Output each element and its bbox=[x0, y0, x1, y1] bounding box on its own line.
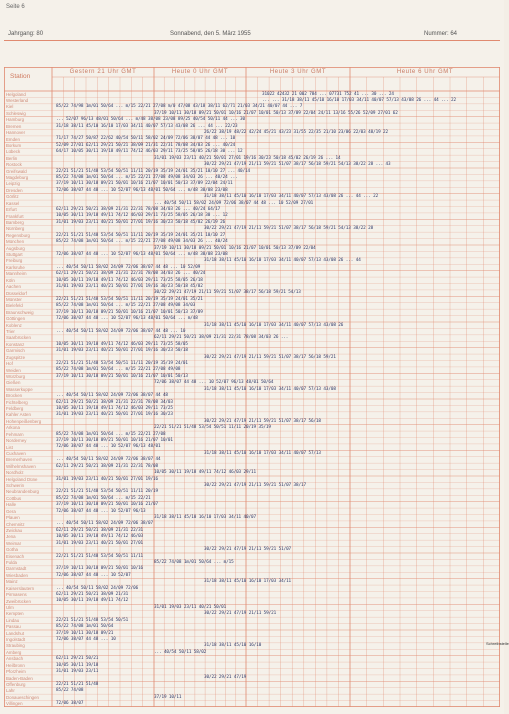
observation-row: 37/19 10/11 30/18 09/21 50/01 10/16 21/07 10/01 50/13 37/09 22/04 24/11 13/16 55/26 52/09 27/01 62 bbox=[154, 110, 398, 116]
observation-row: 10/05 30/11 19/18 49/11 74/12 46/03 29/11 73/25 58/05 26/18 bbox=[56, 277, 203, 283]
station-column-label: Station bbox=[10, 73, 31, 80]
observation-row: 85/22 74/08 1m/01 50/64 bbox=[56, 624, 114, 630]
observation-row: 22/21 51/21 51/48 53/54 50/51 bbox=[56, 617, 129, 623]
station-name: Hamburg bbox=[6, 117, 25, 123]
observation-row: 30/22 29/21 47/19 21/11 59/21 51/07 38/17 bbox=[204, 482, 306, 488]
observation-row: 22/21 51/21 51/48 53/54 50/51 11/11 20/19 35/19 24/01 35/21 bbox=[56, 296, 203, 302]
observation-row: 30/22 29/21 47/19 21/11 59/21 51/07 38/17 56/18 59/21 bbox=[204, 354, 336, 360]
observation-table bbox=[4, 67, 509, 707]
observation-row: 72/06 38/07 bbox=[56, 701, 84, 707]
station-name: Berlin bbox=[6, 155, 18, 161]
observation-row: 62/11 29/21 50/21 38/09 21/31 22/31 78/08 bbox=[56, 463, 158, 469]
observation-row: 31/01 19/03 23/11 40/21 50/01 27/01 19/16 30/23 bbox=[56, 412, 173, 418]
station-name: Karlsruhe bbox=[6, 264, 25, 270]
station-name: Jena bbox=[6, 534, 16, 540]
station-name: Hannover bbox=[6, 130, 26, 136]
station-name: Göttingen bbox=[6, 316, 26, 322]
observation-row: 72/06 38/07 44 48 ... 10 52/07 bbox=[56, 572, 131, 578]
observation-row: ... 52/07 96/13 48/01 50/64 ... m/48 38/08 23/08 89/25 40/54 50/11 44 ... 30 bbox=[56, 117, 246, 123]
station-name: Ansbach bbox=[6, 656, 24, 662]
observation-row: 72/06 38/07 44 48 ... 10 bbox=[56, 636, 116, 642]
observation-row: 72/06 38/07 44 48 ... 10 52/07 96/13 48/01 50/64 ... m/48 38/08 23/08 bbox=[56, 251, 228, 257]
station-name: Brocken bbox=[6, 393, 23, 399]
station-name: Regensburg bbox=[6, 232, 30, 238]
station-name: Mainz bbox=[6, 579, 18, 585]
observation-row: 85/22 74/08 1m/01 50/64 ... m/15 22/21 27/08 49/08 bbox=[56, 367, 181, 373]
observation-row: 37/19 10/11 30/18 09/21 50/01 10/16 21/07 10/01 50/13 37/09 22/04 24/11 bbox=[56, 181, 233, 187]
observation-row: 31/01 19/03 23/11 40/21 50/01 27/01 bbox=[56, 540, 144, 546]
observation-row: 31/18 38/11 45/10 16/10 17/03 34/11 40/07 57/13 43/08 26 bbox=[204, 322, 344, 328]
observation-row: 72/06 38/07 44 48 ... 10 52/07 96/13 48/01 50/64 bbox=[154, 380, 274, 386]
observation-row: 31/18 38/11 45/10 16/10 17/03 34/11 40/07 bbox=[154, 515, 256, 520]
observation-row: 37/19 10/11 30/18 09/21 bbox=[56, 630, 114, 636]
observation-row: 85/22 74/08 1m/01 50/64 ... m/15 22/21 27/08 49/08 34/03 26 ... 40/24 ... bbox=[56, 174, 238, 180]
station-name: Bremen bbox=[6, 123, 22, 129]
observation-row: 10/05 30/11 19/18 49/11 74/12 46/03 29/11 73/25 58/05 26/18 30 ... 12 bbox=[56, 213, 228, 219]
observation-row: 37/19 10/11 30/18 09/21 50/01 10/16 21/07 10/01 bbox=[56, 438, 173, 443]
station-name: Freiburg bbox=[6, 258, 23, 264]
observation-row: 62/11 29/21 50/21 bbox=[56, 656, 99, 662]
observation-row: ... 40/54 50/11 58/02 24/09 72/06 38/07 44 48 bbox=[56, 393, 168, 399]
station-name: Garmisch bbox=[6, 348, 25, 354]
station-name: Düsseldorf bbox=[6, 290, 27, 296]
station-name: Würzburg bbox=[6, 373, 26, 379]
station-name: Baden-Baden bbox=[6, 675, 33, 681]
observation-row: 31/18 38/11 45/10 16/10 17/03 34/11 40/07 57/13 43/08 26 ... 44 ... 22/23 bbox=[56, 123, 238, 129]
observation-row: 72/06 38/07 44 48 ... 10 52/07 96/13 48/01 bbox=[56, 444, 161, 450]
observation-row: 85/22 74/08 1m/01 50/64 ... m/15 22/21 27/08 bbox=[56, 431, 166, 437]
station-name: Villingen bbox=[6, 701, 23, 707]
station-name: Cottbus bbox=[6, 495, 22, 501]
observation-row: 85/22 74/08 1m/01 50/64 ... m/15 22/21 27/08 49/08 34/03 26 ... 40/24 bbox=[56, 239, 228, 245]
station-name: Kiel bbox=[6, 104, 14, 110]
station-name: Pirmasens bbox=[6, 592, 27, 598]
station-name: Heilbronn bbox=[6, 662, 25, 668]
observation-row: 10/05 30/11 19/18 49/11 74/12 46/03 29/11 73/25 bbox=[56, 405, 173, 411]
observation-row: ... 40/54 50/11 58/02 24/09 72/06 38/07 bbox=[56, 521, 153, 527]
station-name: Donaueschingen bbox=[6, 694, 39, 700]
station-name: Dresden bbox=[6, 187, 23, 193]
station-name: Braunschweig bbox=[6, 309, 34, 315]
group-header-2: Heute 3 Uhr GMT bbox=[269, 69, 327, 75]
station-name: Ulm bbox=[6, 604, 14, 610]
observation-row: 22/21 51/21 51/48 53/54 50/51 11/11 20/19 35/19 bbox=[154, 425, 271, 431]
station-name: Plauen bbox=[6, 515, 20, 521]
observation-row: 62/11 29/21 50/21 38/09 21/31 22/31 78/08 34/03 bbox=[56, 399, 173, 405]
observation-row: 37/19 10/11 30/18 09/21 50/01 10/16 21/07 10/01 50/13 37/09 bbox=[56, 309, 203, 315]
station-name: Kahler Asten bbox=[6, 412, 31, 418]
observation-row: 62/11 29/21 50/21 38/09 21/31 22/31 bbox=[56, 527, 144, 533]
observation-row: 62/11 29/21 50/21 38/09 21/31 22/31 78/08 34/03 26 ... 40/24 64/17 bbox=[56, 207, 221, 212]
station-name: München bbox=[6, 239, 25, 245]
observation-row: 31/01 19/03 23/11 bbox=[56, 669, 99, 674]
station-name: Trier bbox=[6, 329, 15, 335]
station-name: Amberg bbox=[6, 649, 22, 655]
station-name: Zwickau bbox=[6, 527, 23, 533]
date-label: Sonnabend, den 5. März 1955 bbox=[170, 31, 251, 37]
observation-row: 37/19 10/11 30/18 09/21 50/01 10/16 21/07 bbox=[56, 502, 158, 508]
observation-row: 31/18 38/11 45/10 16/10 17/03 34/11 40/07 57/13 43/08 bbox=[204, 386, 336, 392]
observation-row: 10/05 30/11 19/18 49/11 74/12 46/03 bbox=[56, 534, 144, 540]
station-name: Hohenpeißenberg bbox=[6, 418, 42, 424]
station-name: Frankfurt bbox=[6, 213, 24, 219]
station-name: Nürnberg bbox=[6, 226, 25, 232]
station-name: Weimar bbox=[6, 540, 22, 546]
observation-row: 22/21 51/21 51/48 53/54 50/51 11/11 20/19 bbox=[56, 489, 158, 495]
observation-row: 85/22 74/08 1m/01 50/64 ... m/15 22/21 bbox=[56, 495, 151, 501]
group-header-3: Heute 6 Uhr GMT bbox=[396, 69, 454, 75]
station-name: Lindau bbox=[6, 617, 20, 623]
station-name: Helgoland Düne bbox=[6, 476, 38, 482]
station-name: Hof bbox=[6, 361, 13, 367]
observation-row: 31/01 19/03 23/11 40/21 50/01 27/01 19/16 30/23 50/18 45/02 bbox=[56, 284, 203, 289]
margin-note: Schreibstelle bbox=[486, 641, 509, 646]
station-name: Mannheim bbox=[6, 271, 27, 277]
observation-row: 30/22 29/21 47/19 21/11 59/21 51/07 38/17 56/18 59/21 54/13 bbox=[154, 290, 301, 296]
station-name: Nordholz bbox=[6, 470, 24, 476]
observation-row: 31/18 38/11 45/10 16/10 17/03 34/11 bbox=[204, 579, 292, 585]
station-name: Greifswald bbox=[6, 168, 27, 174]
station-name: Fulda bbox=[6, 560, 17, 566]
station-name: Norderney bbox=[6, 438, 27, 444]
observation-row: 10/05 30/11 19/18 49/11 74/12 46/03 29/11 73/25 58/05 bbox=[56, 341, 188, 347]
station-name: Leipzig bbox=[6, 181, 20, 187]
station-name: Fichtelberg bbox=[6, 399, 28, 405]
observation-row: 31/01 19/03 23/11 40/21 50/01 27/01 19/16 30/23 50/18 45/02 26/19 26 ... 14 bbox=[154, 155, 341, 161]
observation-row: 85/22 74/08 1m/01 50/64 ... m/15 bbox=[154, 559, 234, 565]
observation-row: 85/22 74/08 bbox=[56, 688, 84, 694]
observation-row: ... 40/54 50/11 58/02 24/09 72/06 38/07 44 48 ... 10 bbox=[56, 328, 186, 334]
station-name: List bbox=[6, 444, 13, 450]
observation-row: 10/05 30/11 19/18 49/11 74/12 46/03 29/11 bbox=[154, 470, 256, 476]
station-name: Kassel bbox=[6, 200, 20, 206]
station-name: Zweibrücken bbox=[6, 598, 31, 604]
observation-row: ... 40/54 50/11 58/02 24/09 72/06 bbox=[56, 585, 139, 591]
station-name: Lahr bbox=[6, 688, 15, 694]
observation-row: 62/11 29/21 50/21 38/09 21/31 22/31 78/08 34/03 26 ... 40/24 bbox=[56, 271, 206, 277]
station-name: Magdeburg bbox=[6, 175, 29, 181]
observation-row: ... 40/54 50/11 58/02 24/09 72/06 38/07 44 48 ... 10 52/09 27/01 bbox=[154, 200, 314, 206]
observation-row: ... 40/54 50/11 58/02 24/09 72/06 38/07 44 bbox=[56, 457, 161, 463]
station-name: Konstanz bbox=[6, 341, 25, 347]
station-name: Weiden bbox=[6, 367, 21, 373]
observation-row: 37/19 10/11 30/18 09/21 50/01 10/16 21/07 10/01 50/13 37/09 22/04 bbox=[154, 245, 316, 251]
station-name: Wilhelmshaven bbox=[6, 463, 36, 469]
observation-row: 31/01 19/03 23/11 40/21 50/01 27/01 19/16 30/23 50/18 bbox=[56, 348, 188, 354]
station-name: Chemnitz bbox=[6, 521, 25, 527]
station-name: Münster bbox=[6, 296, 22, 302]
station-name: Ingolstadt bbox=[6, 637, 26, 643]
station-name: Wiesbaden bbox=[6, 572, 28, 578]
station-name: Helgoland bbox=[6, 91, 26, 97]
station-name: Arkona bbox=[6, 425, 20, 431]
station-name: Neubrandenburg bbox=[6, 489, 39, 495]
observation-row: 30/22 29/21 47/19 21/11 59/21 51/07 bbox=[204, 547, 292, 553]
observation-row: 30/22 29/21 47/19 21/11 59/21 51/07 38/17 56/18 bbox=[204, 418, 321, 424]
observation-row: 31/18 38/11 45/10 16/10 bbox=[204, 643, 262, 649]
station-name: Aachen bbox=[6, 284, 21, 290]
observation-row: 30/22 29/21 47/19 21/11 59/21 bbox=[204, 611, 277, 617]
station-name: Pforzheim bbox=[6, 669, 26, 675]
observation-row: ... 40/54 50/11 58/02 24/09 72/06 38/07 44 48 ... 10 52/09 bbox=[56, 264, 201, 270]
station-name: Eisenach bbox=[6, 553, 25, 559]
station-name: Schwerin bbox=[6, 483, 25, 489]
observation-row: 72/06 38/07 44 48 ... 10 52/07 96/13 bbox=[56, 508, 146, 514]
observation-row: ... 40/54 50/11 58/02 bbox=[154, 649, 207, 655]
observation-row: 22/21 51/21 51/48 53/54 50/51 11/11 bbox=[56, 553, 144, 559]
observation-row: 64/17 10/05 30/11 19/18 49/11 74/12 46/03 29/11 73/25 58/05 26/18 30 ... 12 bbox=[56, 149, 243, 155]
observation-row: 31/01 19/03 23/11 40/21 50/01 bbox=[154, 604, 227, 610]
observation-row: 22/21 51/21 51/48 53/54 50/51 11/11 20/19 35/19 24/01 bbox=[56, 361, 188, 366]
station-name: Fehmarn bbox=[6, 431, 24, 437]
station-name: Erfurt bbox=[6, 207, 17, 213]
observation-row: 30/22 29/21 47/19 bbox=[204, 675, 247, 681]
observation-row: 85/22 74/98 1m/01 50/64 ... m/15 22/21 27/08 m/0 47/08 43/18 38/11 62/71 21/03 34/21 40/07 44 ... 7 bbox=[56, 104, 303, 110]
station-name: Feldberg bbox=[6, 406, 24, 412]
observation-row: ... ... 31/18 38/11 45/10 16/10 17/03 34/11 40/07 57/13 43/08 26 ... 44 ... 22 bbox=[262, 97, 456, 103]
station-name: Offenburg bbox=[6, 681, 26, 687]
observation-row: 31/18 38/11 45/10 16/10 17/03 34/11 40/07 57/13 43/08 26 ... 44 bbox=[204, 258, 361, 264]
observation-row: 31/01 19/03 23/11 40/21 50/01 27/01 19/16 30/23 50/18 45/02 26/19 26 bbox=[56, 219, 226, 225]
group-header-0: Gestern 21 Uhr GMT bbox=[69, 69, 137, 75]
observation-row: 85/22 74/08 1m/01 50/64 ... m/15 22/21 27/08 49/08 34/03 bbox=[56, 303, 196, 309]
station-name: Gera bbox=[6, 508, 16, 514]
station-name: Halle bbox=[6, 502, 17, 508]
observation-row: 22/21 51/21 51/48 53/54 50/51 11/11 20/19 35/19 24/01 35/21 10/10 27 bbox=[56, 232, 226, 238]
station-name: Cuxhaven bbox=[6, 450, 26, 456]
observation-row: 31/18 38/11 45/10 16/10 17/03 34/11 40/07 57/13 43/08 26 ... 44 ... 22 bbox=[204, 194, 379, 200]
station-name: Koblenz bbox=[6, 322, 22, 328]
observation-row: 71/17 74/27 50/87 22/62 40/54 50/11 58/02 24/09 72/06 38/07 44 48 ... 10 bbox=[56, 136, 236, 142]
station-name: Schleswig bbox=[6, 110, 26, 116]
station-name: Stuttgart bbox=[6, 252, 23, 258]
observation-row: 72/06 38/07 44 48 ... 10 52/07 96/13 48/01 50/64 ... m/48 bbox=[56, 316, 198, 322]
observation-row: 31/01 19/03 23/11 40/21 50/01 27/01 19/16 bbox=[56, 476, 158, 482]
issue-number: Nummer: 64 bbox=[424, 31, 458, 37]
station-name: Borkum bbox=[6, 142, 22, 148]
observation-row: 31022 42432 21 002 784 ... 07731 752 41 ... 30 ... 24 bbox=[262, 91, 394, 97]
station-name: Gotha bbox=[6, 547, 18, 553]
station-name: Augsburg bbox=[6, 245, 25, 251]
observation-row: 10/05 30/11 19/18 49/11 74/12 bbox=[56, 598, 129, 604]
observation-row: 52/09 27/01 62/11 29/21 50/21 38/09 21/31 22/31 78/08 34/03 26 ... 40/24 bbox=[56, 142, 236, 148]
station-name: Köln bbox=[6, 277, 15, 283]
header-rule bbox=[4, 40, 500, 41]
station-name: Westerland bbox=[6, 98, 29, 104]
observation-row: 62/11 29/21 50/21 38/09 21/31 22/31 78/08 34/03 26 ... bbox=[154, 335, 289, 341]
observation-row: 72/06 38/07 44 48 ... 10 52/07 96/13 48/01 50/64 ... m/48 38/08 23/08 bbox=[56, 187, 228, 193]
page-number: Seite 6 bbox=[6, 4, 25, 10]
station-name: Rostock bbox=[6, 162, 22, 168]
observation-row: 22/21 51/21 51/48 bbox=[56, 681, 99, 687]
station-name: Wasserkuppe bbox=[6, 386, 33, 392]
observation-row: 37/19 10/11 30/18 09/21 50/01 10/16 21/07 10/01 50/13 bbox=[56, 373, 188, 379]
observation-row: 30/22 29/21 47/19 21/11 59/21 51/07 38/17 56/18 59/21 54/13 38/22 28 ... 43 bbox=[204, 162, 391, 168]
observation-row: 31/18 38/11 45/10 16/10 17/03 34/11 40/07 57/13 bbox=[204, 450, 321, 456]
station-name: Emden bbox=[6, 136, 20, 142]
station-name: Landshut bbox=[6, 630, 25, 636]
station-name: Bamberg bbox=[6, 219, 24, 225]
observation-row: 30/22 29/21 47/19 21/11 59/21 51/07 38/17 56/18 59/21 54/13 38/22 28 bbox=[204, 226, 374, 232]
station-name: Kempten bbox=[6, 611, 24, 617]
observation-row: 37/19 10/11 bbox=[154, 694, 182, 700]
station-name: Bremerhaven bbox=[6, 457, 33, 463]
group-header-1: Heute 0 Uhr GMT bbox=[171, 69, 229, 75]
station-name: Bielefeld bbox=[6, 303, 23, 309]
observation-row: 26/22 38/19 48/22 42/24 45/21 43/23 31/55 22/35 21/10 23/06 22/03 48/19 22 bbox=[204, 130, 389, 135]
station-name: Zugspitze bbox=[6, 354, 26, 360]
station-name: Straubing bbox=[6, 643, 25, 649]
observation-row: 22/21 51/21 51/48 53/54 50/51 11/11 20/19 35/19 24/01 35/21 10/10 27 ... 40/14 bbox=[56, 168, 250, 174]
observation-row: 37/19 10/11 30/18 09/21 50/01 10/16 bbox=[56, 566, 144, 572]
station-name: Saarbrücken bbox=[6, 335, 31, 341]
station-name: Darmstadt bbox=[6, 566, 27, 572]
observation-row: 10/05 30/11 19/18 bbox=[56, 662, 99, 668]
station-name: Lübeck bbox=[6, 149, 21, 155]
station-name: Gießen bbox=[6, 380, 21, 386]
observation-row: 62/11 29/21 50/21 38/09 21/31 bbox=[56, 592, 129, 597]
station-name: Passau bbox=[6, 624, 21, 630]
station-name: Görlitz bbox=[6, 194, 19, 200]
station-name: Kaiserslautern bbox=[6, 585, 35, 591]
volume-label: Jahrgang: 80 bbox=[8, 31, 44, 37]
